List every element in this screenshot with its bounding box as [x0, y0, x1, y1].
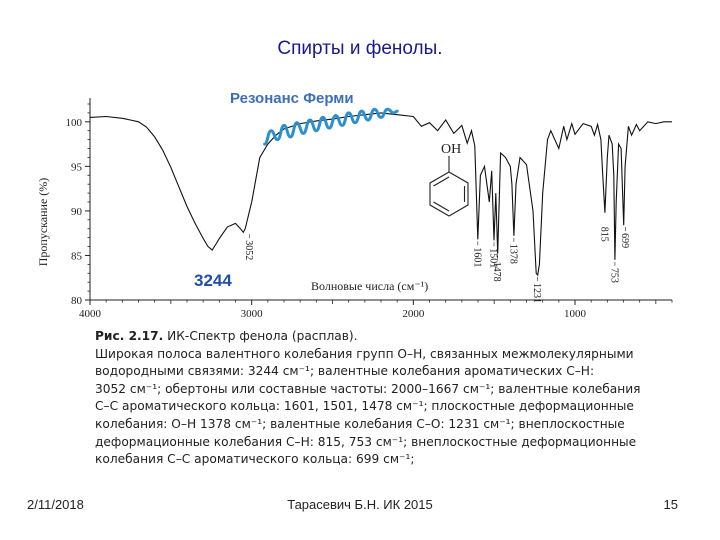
caption-title	[95, 328, 655, 346]
peak-label	[243, 234, 254, 260]
y-tick-label: 85	[71, 250, 82, 263]
slide-title: Спирты и фенолы.	[277, 38, 443, 59]
caption-line: Широкая полоса валентного колебания групп О–Н, связанных межмолекулярными	[95, 346, 634, 361]
peak-labels	[243, 207, 630, 303]
peak-label-text: 753	[608, 267, 620, 283]
peak-label-text: 1231	[531, 283, 543, 304]
footer-author: Тарасевич Б.Н. ИК 2015	[287, 497, 433, 512]
peak-label-text: 699	[619, 233, 631, 249]
peak-label	[531, 277, 542, 303]
y-tick-label: 80	[71, 295, 82, 307]
peak-label-text: 3052	[242, 240, 254, 261]
peak-3244-annotation: 3244	[194, 271, 232, 290]
peak-label-text: 815	[598, 226, 610, 242]
caption-line: 3052 см⁻¹; обертоны или составные частоты: 2000–1667 см⁻¹; валентные колебания	[95, 381, 641, 396]
x-tick-label: 2000	[402, 308, 425, 320]
footer-page-number: 15	[663, 497, 678, 512]
figure-caption	[95, 328, 655, 469]
x-tick-label: 4000	[79, 308, 101, 320]
peak-label	[619, 227, 630, 248]
phenol-structure-icon	[430, 142, 468, 216]
y-axis-label: Пропускание (%)	[36, 177, 50, 267]
x-tick-label: 1000	[564, 308, 586, 320]
peak-label	[507, 238, 518, 264]
fermi-resonance-line	[265, 109, 398, 144]
caption-fig-title: ИК-Спектр фенола (расплав).	[163, 329, 358, 343]
caption-line: колебания: О–Н 1378 см⁻¹; валентные колебания С–О: 1231 см⁻¹; внеплоскостные	[95, 416, 625, 431]
y-tick-label: 95	[71, 161, 82, 174]
caption-line: колебания С–С ароматического кольца: 699 см⁻¹;	[95, 452, 415, 467]
peak-label	[608, 262, 619, 283]
caption-line: водородными связями: 3244 см⁻¹; валентные колебания ароматических С–Н:	[95, 364, 595, 379]
chart-frame	[90, 98, 672, 300]
x-tick-label: 3000	[240, 308, 263, 320]
y-tick-label: 100	[65, 116, 82, 129]
footer-date: 2/11/2018	[27, 497, 84, 512]
caption-line: С–С ароматического кольца: 1601, 1501, 1478 см⁻¹; плоскостные деформационные	[95, 399, 634, 414]
chart-ticks	[85, 104, 672, 305]
peak-label-text: 1478	[491, 261, 503, 282]
y-tick-label: 90	[71, 205, 82, 218]
peak-label-text: 1501	[487, 248, 499, 269]
peak-label	[471, 241, 482, 267]
hydroxyl-label: OH	[441, 142, 462, 157]
caption-fig-label: Рис. 2.17.	[95, 329, 164, 343]
peak-label-text: 1601	[471, 247, 483, 268]
caption-line: деформационные колебания С–Н: 815, 753 см⁻¹; внеплоскостные деформационные	[95, 434, 637, 449]
fermi-resonance-annotation: Резонанс Ферми	[230, 90, 354, 107]
spectrum-line	[90, 113, 672, 275]
peak-label	[598, 207, 609, 242]
peak-label-text: 1378	[507, 243, 519, 264]
x-axis-label: Волновые числа (см⁻¹)	[311, 279, 429, 293]
